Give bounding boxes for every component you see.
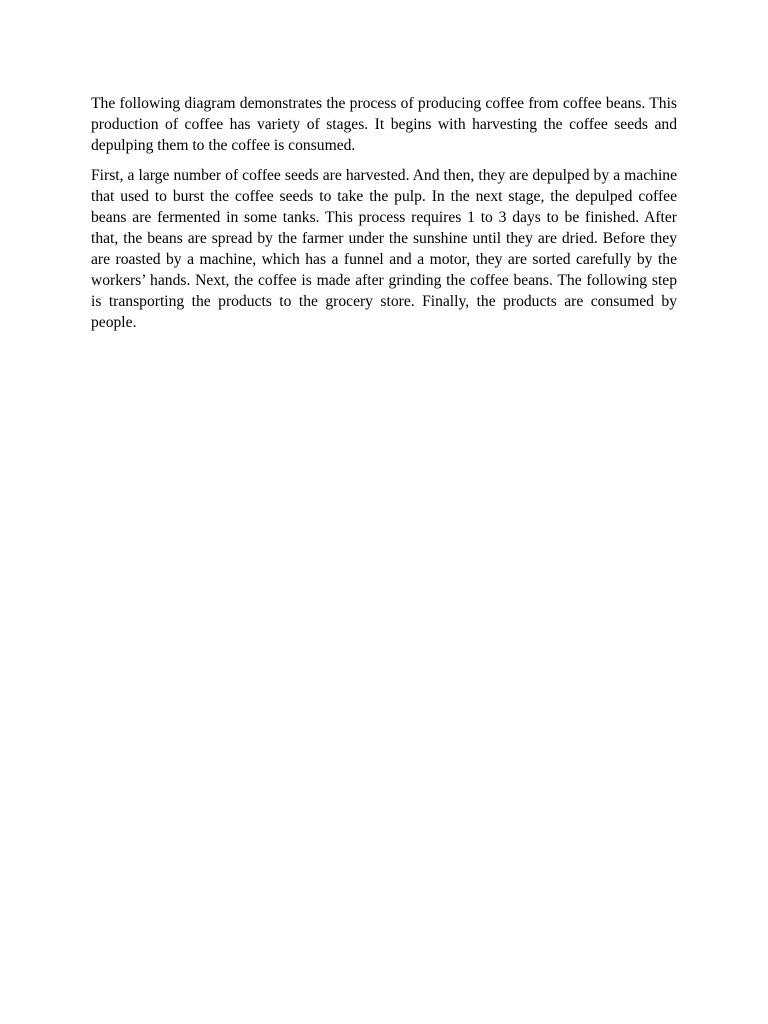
process-paragraph: First, a large number of coffee seeds are harvested. And then, they are depulped by a machine that used to burst the coffee seeds to take the pulp. In the next stage, the depulped coffee beans are fermented in some tanks. This process requires 1 to 3 days to be finished. After that, the beans are spread by the farmer under the sunshine until they are dried. Before they are roasted by a machine, which has a funnel and a motor, they are sorted carefully by the workers’ hands. Next, the coffee is made after grinding the coffee beans. The following step is transporting the products to the grocery store. Finally, the products are consumed by people.: [91, 167, 677, 331]
intro-paragraph: The following diagram demonstrates the process of producing coffee from coffee beans. This production of coffee has variety of stages. It begins with harvesting the coffee seeds and depulping them to the coffee is consumed.: [91, 95, 677, 154]
document-body: [91, 93, 677, 333]
